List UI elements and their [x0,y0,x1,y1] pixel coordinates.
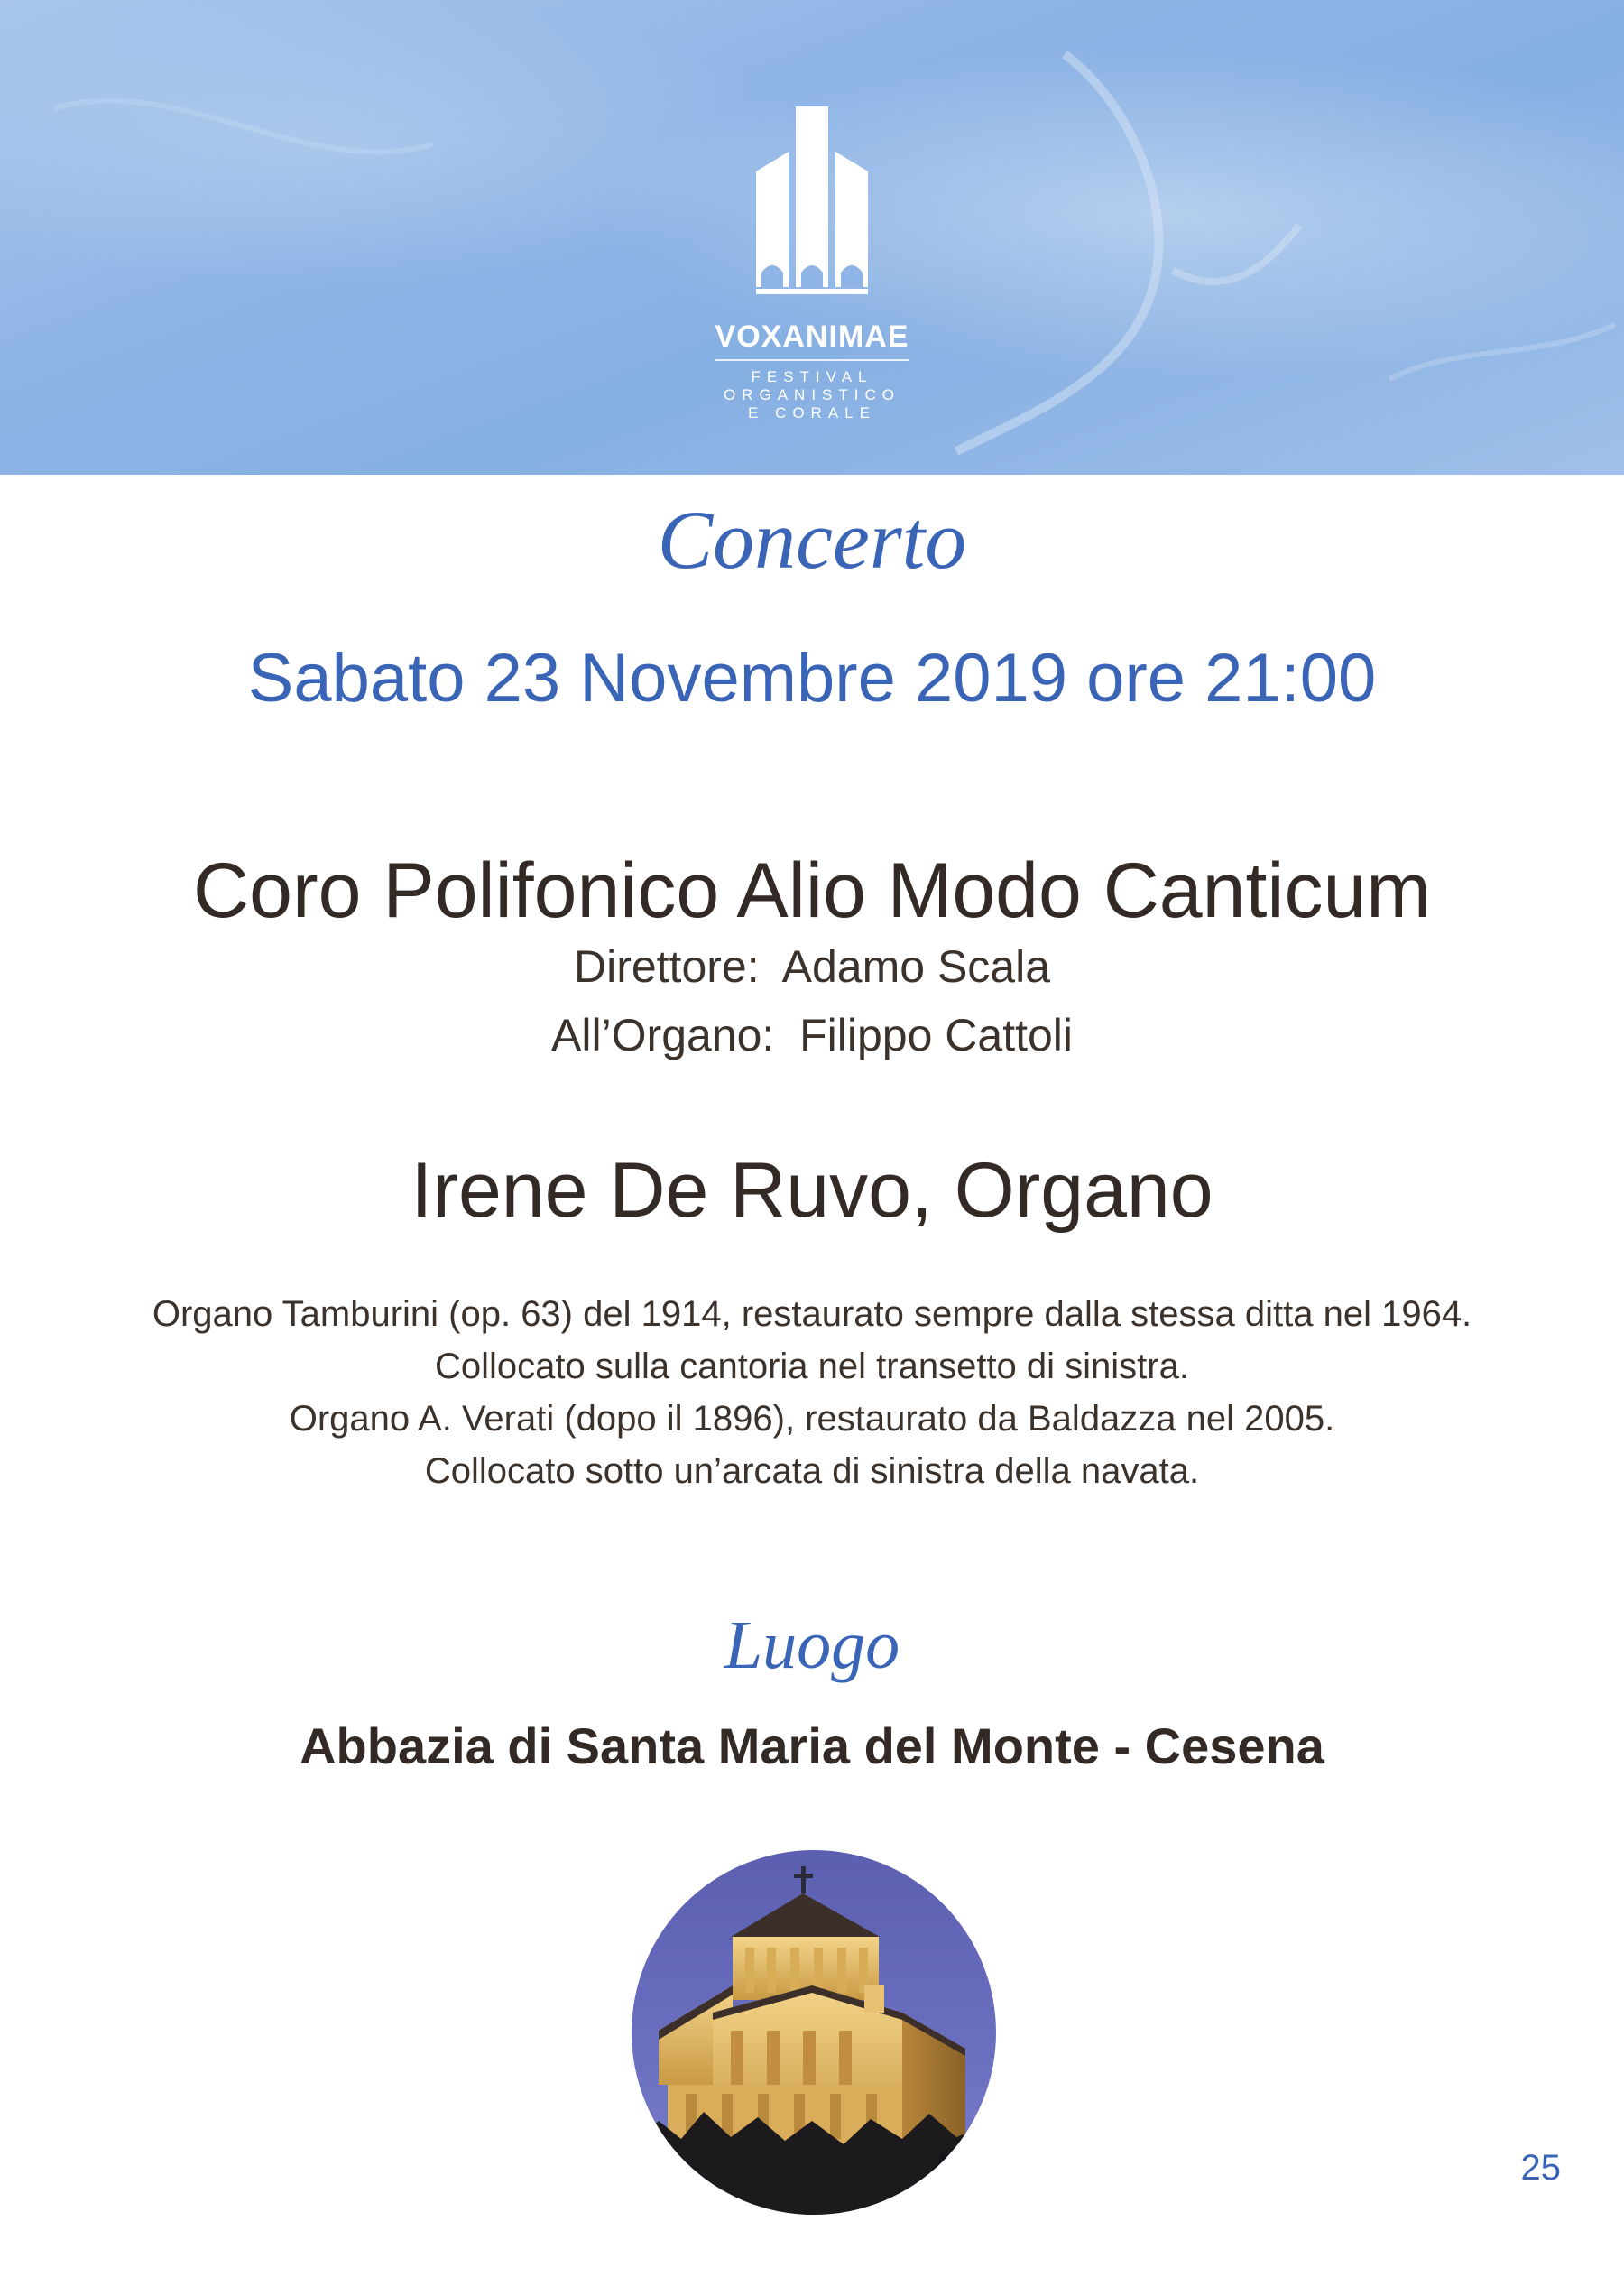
logo-wordmark: VOXANIMAE [715,319,909,354]
ensemble-name: Coro Polifonico Alio Modo Canticum [193,847,1431,934]
logo-divider [715,359,909,361]
header-banner [0,0,1624,475]
organ-pipes-icon [704,106,920,314]
credit-director: Direttore: Adamo Scala [573,941,1051,992]
page-number: 25 [1520,2148,1561,2188]
festival-logo [704,106,920,431]
organ-description-line: Organo A. Verati (dopo il 1896), restaurato da Baldazza nel 2005. [289,1399,1335,1439]
section-label-luogo: Luogo [724,1607,900,1683]
section-label-concerto: Concerto [657,494,967,586]
logo-subtitle-line: E CORALE [748,404,876,421]
organ-description-line: Collocato sotto un’arcata di sinistra della navata. [424,1451,1200,1491]
venue-name: Abbazia di Santa Maria del Monte - Cesena [300,1717,1324,1774]
organ-description-line: Organo Tamburini (op. 63) del 1914, restaurato sempre dalla stessa ditta nel 1964. [152,1294,1472,1334]
church-abbey-photo [632,1850,996,2215]
event-datetime: Sabato 23 Novembre 2019 ore 21:00 [247,640,1377,717]
logo-subtitle-line: ORGANISTICO [723,386,900,403]
logo-subtitle-line: FESTIVAL [751,368,873,385]
church-illustration [632,1850,996,2215]
credit-organist: All’Organo: Filippo Cattoli [550,1010,1074,1060]
soloist-name: Irene De Ruvo, Organo [411,1147,1213,1234]
organ-description-line: Collocato sulla cantoria nel transetto di sinistra. [435,1347,1189,1386]
